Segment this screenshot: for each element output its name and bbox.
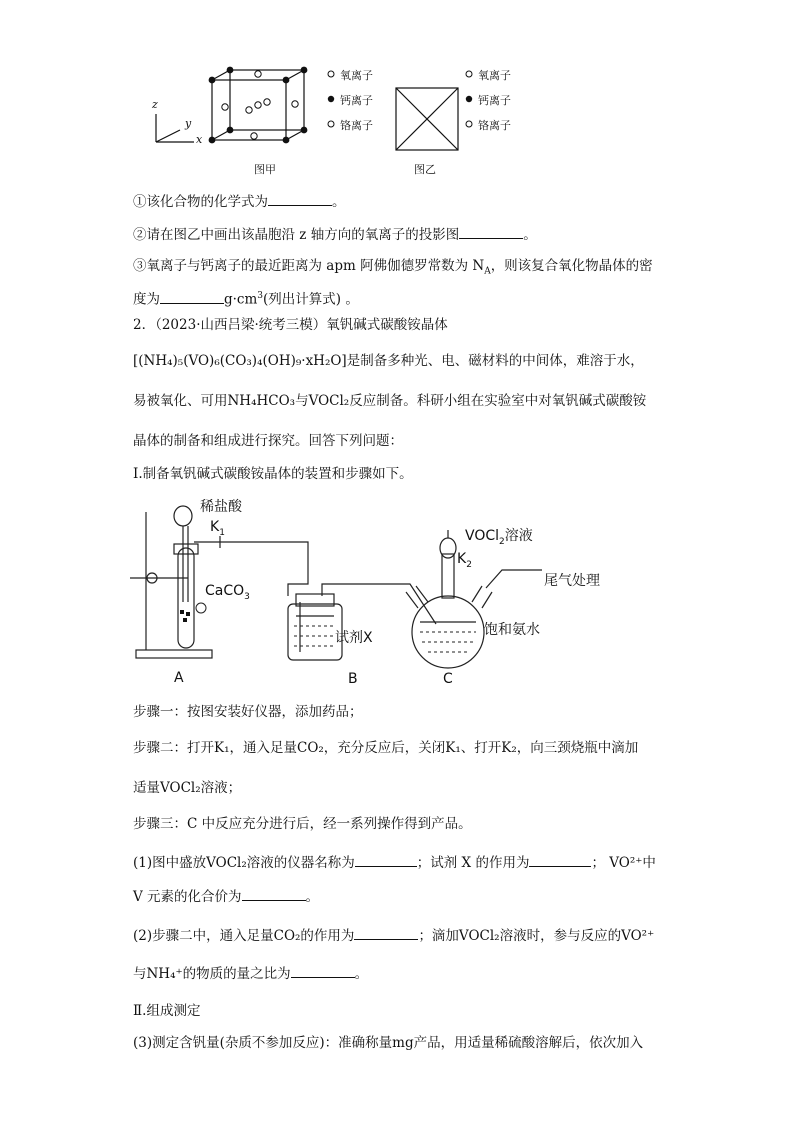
q1-item1: ①该化合物的化学式为 。 xyxy=(133,191,346,212)
step3: 步骤三：C 中反应充分进行后，经一系列操作得到产品。 xyxy=(133,816,472,832)
question1-line2: V 元素的化合价为 。 xyxy=(133,886,319,907)
step2-line1: 步骤二：打开K₁，通入足量CO₂，充分反应后，关闭K₁、打开K₂，向三颈烧瓶中滴加 xyxy=(133,740,639,756)
answer-blank[interactable] xyxy=(354,925,418,940)
label-acid: 稀盐酸 xyxy=(200,499,242,515)
label-ammonia: 饱和氨水 xyxy=(484,622,540,638)
q2-formula-line: [(NH₄)₅(VO)₆(CO₃)₄(OH)₉·xH₂O]是制备多种光、电、磁材料的中间体，难溶于水， xyxy=(133,353,644,369)
answer-blank[interactable] xyxy=(459,224,523,239)
label-vocl2: VOCl$_2$溶液 xyxy=(465,528,533,547)
question1-line1: (1)图中盛放VOCl₂溶液的仪器名称为 ；试剂 X 的作用为 ； VO²⁺中 xyxy=(133,852,656,873)
answer-blank[interactable] xyxy=(268,191,332,206)
axis-z-label: z xyxy=(152,98,158,111)
q2-section1: Ⅰ.制备氧钒碱式碳酸铵晶体的装置和步骤如下。 xyxy=(133,466,413,482)
label-c: C xyxy=(443,671,453,687)
step2-line2: 适量VOCl₂溶液； xyxy=(133,780,242,796)
answer-blank[interactable] xyxy=(291,963,355,978)
question3-line1: (3)测定含钒量(杂质不参加反应)：准确称量mg产品，用适量稀硫酸溶解后，依次加入 xyxy=(133,1035,644,1051)
legend-right-oxygen: 氧离子 xyxy=(478,69,511,82)
q1-item3: ③氧离子与钙离子的最近距离为 apm 阿佛伽德罗常数为 $N_A$，则该复合氧化物晶体的密 xyxy=(133,258,653,277)
label-k1: $K_1$ xyxy=(210,519,225,538)
answer-blank[interactable] xyxy=(160,289,224,304)
answer-blank[interactable] xyxy=(242,886,306,901)
axis-x-label: x xyxy=(196,133,203,146)
question2-line2: 与NH₄⁺的物质的量之比为 。 xyxy=(133,963,368,984)
label-a: A xyxy=(174,670,184,686)
legend-right-chromium: 铬离子 xyxy=(478,119,511,132)
label-b: B xyxy=(348,671,358,687)
step1: 步骤一：按图安装好仪器，添加药品； xyxy=(133,704,363,720)
label-k2: $K_2$ xyxy=(457,551,472,570)
answer-blank[interactable] xyxy=(355,852,417,867)
caption-right: 图乙 xyxy=(414,163,436,176)
section2-heading: Ⅱ.组成测定 xyxy=(133,1003,201,1019)
answer-blank[interactable] xyxy=(529,852,591,867)
legend-left-oxygen: 氧离子 xyxy=(340,69,373,82)
question2-line1: (2)步骤二中，通入足量CO₂的作用为 ；滴加VOCl₂溶液时，参与反应的VO²⁺ xyxy=(133,925,654,946)
q1-item2: ②请在图乙中画出该晶胞沿 z 轴方向的氧离子的投影图 。 xyxy=(133,224,537,245)
legend-left-calcium: 钙离子 xyxy=(340,94,373,107)
q1-item3-cont: 度为 $g\cdot cm^3$(列出计算式) 。 xyxy=(133,286,359,310)
q2-header: 2．（2023·山西吕梁·统考三模）氧钒碱式碳酸铵晶体 xyxy=(133,317,448,333)
label-caco3: CaCO$_3$ xyxy=(205,583,250,602)
legend-right-calcium: 钙离子 xyxy=(478,94,511,107)
label-tail-gas: 尾气处理 xyxy=(544,573,600,589)
q2-line3: 易被氧化、可用NH₄HCO₃与VOCl₂反应制备。科研小组在实验室中对氧钒碱式碳酸铵 xyxy=(133,393,647,409)
axis-y-label: y xyxy=(185,117,192,130)
legend-left-chromium: 铬离子 xyxy=(340,119,373,132)
label-reagent-x: 试剂X xyxy=(335,630,373,646)
caption-left: 图甲 xyxy=(254,163,276,176)
q2-line4: 晶体的制备和组成进行探究。回答下列问题： xyxy=(133,433,403,449)
